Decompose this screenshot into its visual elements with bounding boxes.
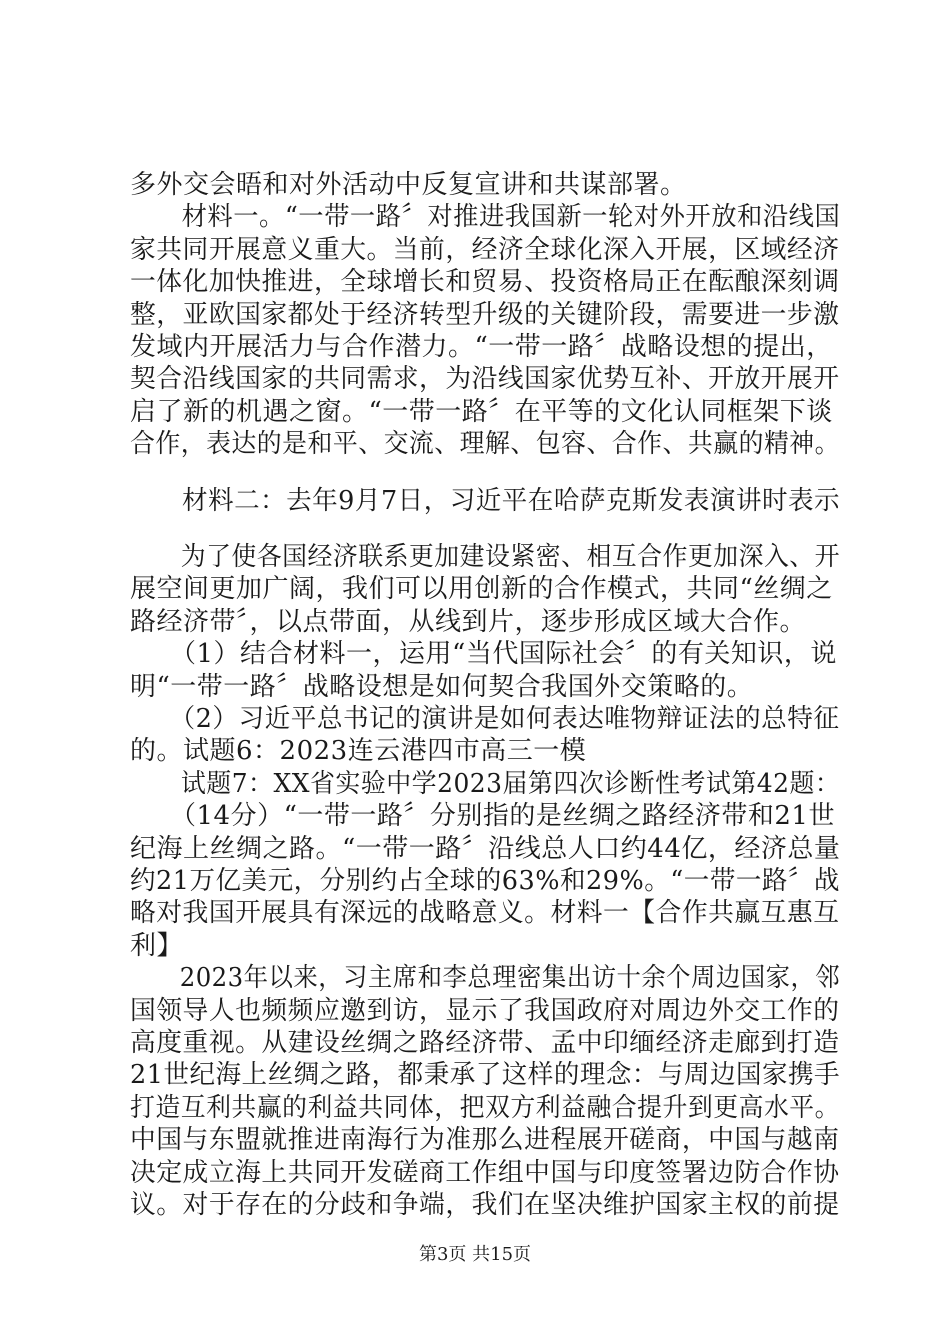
text-line: 家共同开展意义重大。当前，经济全球化深入开展，区域经济 — [130, 235, 840, 265]
text-line: 21世纪海上丝绸之路，都秉承了这样的理念：与周边国家携手 — [130, 1060, 841, 1090]
text-line: 路经济带〞，以点带面，从线到片，逐步形成区域大合作。 — [130, 607, 807, 637]
text-line: 合作，表达的是和平、交流、理解、包容、合作、共赢的精神。 — [130, 429, 841, 459]
text-line: 中国与东盟就推进南海行为准那么进程展开磋商，中国与越南 — [130, 1125, 840, 1155]
text-line: 多外交会晤和对外活动中反复宣讲和共谋部署。 — [130, 170, 687, 200]
text-line: 约21万亿美元，分别约占全球的63%和29%。“一带一路〞战 — [130, 866, 840, 896]
text-line: 材料一。“一带一路〞对推进我国新一轮对外开放和沿线国 — [130, 202, 841, 232]
text-line: 打造互利共赢的利益共同体，把双方利益融合提升到更高水平。 — [130, 1093, 841, 1123]
text-line: 整，亚欧国家都处于经济转型升级的关键阶段，需要进一步激 — [130, 300, 840, 330]
text-line: 试题7：XX省实验中学2023届第四次诊断性考试第42题： — [130, 769, 841, 799]
text-line: 为了使各国经济联系更加建设紧密、相互合作更加深入、开 — [130, 542, 841, 572]
text-line: 一体化加快推进，全球增长和贸易、投资格局正在酝酿深刻调 — [130, 267, 840, 297]
text-line: 契合沿线国家的共同需求，为沿线国家优势互补、开放开展开 — [130, 364, 840, 394]
text-line: 议。对于存在的分歧和争端，我们在坚决维护国家主权的前提 — [130, 1190, 840, 1220]
text-line: 启了新的机遇之窗。“一带一路〞在平等的文化认同框架下谈 — [130, 397, 833, 427]
text-line: （14分）“一带一路〞分别指的是丝绸之路经济带和21世 — [130, 801, 835, 831]
text-line: 略对我国开展具有深远的战略意义。材料一【合作共赢互惠互 — [130, 898, 840, 928]
text-line: （2）习近平总书记的演讲是如何表达唯物辩证法的总特征 — [130, 704, 840, 734]
text-line: 明“一带一路〞战略设想是如何契合我国外交策略的。 — [130, 672, 754, 702]
text-line: 2023年以来，习主席和李总理密集出访十余个周边国家，邻 — [130, 963, 841, 993]
page-footer: 第3页 共15页 — [418, 1244, 532, 1265]
text-line: 国领导人也频频应邀到访，显示了我国政府对周边外交工作的 — [130, 996, 840, 1026]
text-line: 的。试题6：2023连云港四市高三一模 — [130, 736, 587, 766]
text-line: 纪海上丝绸之路。“一带一路〞沿线总人口约44亿，经济总量 — [130, 834, 841, 864]
text-line: 决定成立海上共同开发磋商工作组中国与印度签署边防合作协 — [130, 1158, 840, 1188]
text-line: 材料二：去年9月7日，习近平在哈萨克斯发表演讲时表示 — [130, 486, 841, 516]
text-line: 利】 — [130, 931, 184, 961]
text-line: 展空间更加广阔，我们可以用创新的合作模式，共同“丝绸之 — [130, 574, 833, 604]
text-line: （1）结合材料一，运用“当代国际社会〞的有关知识，说 — [130, 639, 837, 669]
text-line: 高度重视。从建设丝绸之路经济带、孟中印缅经济走廊到打造 — [130, 1028, 840, 1058]
text-line: 发域内开展活力与合作潜力。“一带一路〞战略设想的提出， — [130, 332, 833, 362]
